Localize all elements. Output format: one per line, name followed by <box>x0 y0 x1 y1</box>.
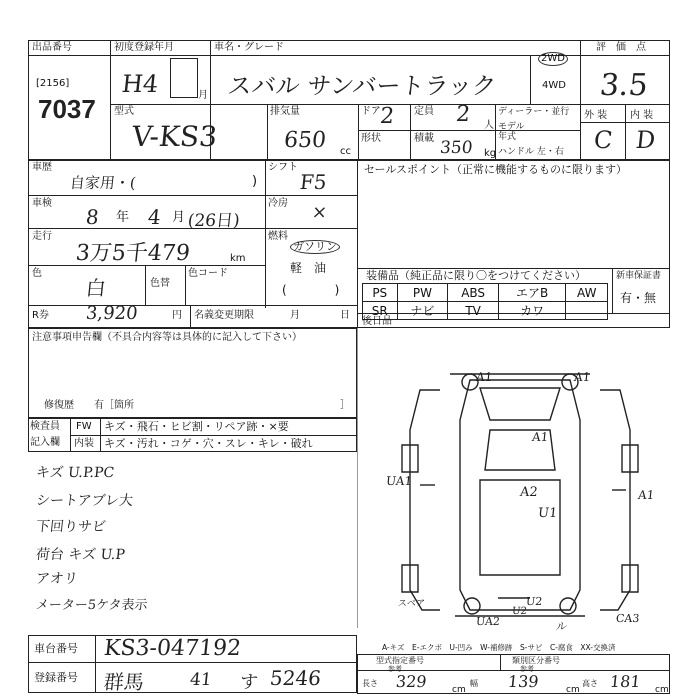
equip-navi: ナビ <box>397 302 448 320</box>
equipment-label: 装備品（純正品に限り〇をつけてください） <box>366 269 586 282</box>
notes-label: 注意事項申告欄（不具合内容等は具体的に記入して下さい） <box>32 332 302 343</box>
category-ref: 参考 <box>520 665 534 673</box>
comment-line: シートアブレ大 <box>35 493 134 509</box>
model-value: スバル サンバートラック <box>226 72 498 100</box>
type-designation-label: 型式指定番号 <box>376 656 424 665</box>
divider <box>265 160 266 308</box>
lot-code: [2156] <box>36 78 70 89</box>
mark-u2-b: U2 <box>511 606 528 617</box>
mark-a1-roof: A1 <box>531 430 550 444</box>
length-value: 329 <box>395 672 428 691</box>
exterior-value: C <box>592 126 614 154</box>
divider <box>580 40 581 160</box>
divider <box>110 40 111 160</box>
displacement-unit: cc <box>340 146 351 157</box>
equip-abs: ABS <box>448 284 499 302</box>
inspection-month: 4 <box>146 205 162 229</box>
doors-value: 2 <box>378 104 396 129</box>
width-value: 139 <box>507 672 540 691</box>
doors-label: ドア <box>361 106 381 117</box>
first-reg-month-unit: 月 <box>198 90 208 101</box>
fuel-paren: ( ) <box>282 283 340 297</box>
chassis-value: KS3-047192 <box>102 636 243 661</box>
width-unit: cm <box>566 685 580 695</box>
deadline-month: 月 <box>290 310 300 321</box>
divider <box>612 268 613 313</box>
inspector-interior-text: キズ・汚れ・コゲ・穴・スレ・キレ・破れ <box>104 437 313 450</box>
height-label: 高さ <box>582 679 598 688</box>
inspection-month-unit: 月 <box>172 210 186 225</box>
divider <box>500 654 501 670</box>
mileage-unit: km <box>230 253 246 264</box>
type-value: V-KS3 <box>130 120 219 153</box>
displacement-label: 排気量 <box>270 106 300 117</box>
divider <box>185 265 186 305</box>
mark-re: ル <box>555 620 568 633</box>
mark-a1-front-left: A1 <box>475 370 494 384</box>
divider <box>28 305 357 306</box>
comment-line: アオリ <box>35 571 79 587</box>
width-label: 幅 <box>470 679 478 688</box>
chassis-label: 車台番号 <box>34 642 78 655</box>
length-unit: cm <box>452 685 466 695</box>
aircon-value: × <box>310 202 329 223</box>
mark-ua1-left: UA1 <box>385 474 413 488</box>
recycle-label: R券 <box>32 310 49 321</box>
equipment-table <box>362 283 608 320</box>
divider <box>410 104 411 160</box>
history-value: 自家用・( <box>69 174 137 192</box>
plate-class: 41 <box>188 670 213 690</box>
deadline-day: 日 <box>340 310 350 321</box>
mark-a1-right: A1 <box>637 488 656 502</box>
divider <box>358 104 359 160</box>
drive-4wd: 4WD <box>542 80 566 91</box>
equip-pw: PW <box>397 284 448 302</box>
new-car-value: 有・無 <box>620 291 657 305</box>
inspector-fw-text: キズ・飛石・ヒビ割・リペア跡・×要 <box>104 420 289 433</box>
equip-airbag: エアB <box>498 284 566 302</box>
first-reg-value: H4 <box>120 70 160 98</box>
divider <box>95 635 96 693</box>
divider <box>28 195 357 196</box>
interior-label: 内 装 <box>630 110 654 121</box>
mark-a1-front-right: A1 <box>573 370 592 384</box>
repair-close: ］ <box>340 400 350 411</box>
mark-u1-center: U1 <box>537 506 559 521</box>
inspector-label-1: 検査員 <box>30 421 60 432</box>
height-value: 181 <box>609 672 642 691</box>
equip-ps: PS <box>363 284 398 302</box>
color-change-label: 色替 <box>150 278 170 289</box>
damage-legend: A-キズ E-エクボ U-凹み W-補修跡 S-サビ C-腐食 XX-交換済 <box>382 643 616 652</box>
plate-area: 群馬 <box>102 670 146 694</box>
divider <box>625 104 626 160</box>
lot-label: 出品番号 <box>32 42 72 53</box>
handle-label: ハンドル 左・右 <box>498 147 564 157</box>
comment-line: 荷台 キズ U.P <box>35 547 126 563</box>
type-label: 型式 <box>114 106 134 117</box>
interior-value: D <box>634 126 657 154</box>
load-label: 積載 <box>414 133 434 144</box>
divider <box>357 328 358 628</box>
recycle-unit: 円 <box>172 310 182 321</box>
load-unit: kg <box>484 148 497 159</box>
comment-line: メーター5ケタ表示 <box>35 598 149 613</box>
grade-value: 3.5 <box>598 68 650 103</box>
divider <box>358 130 580 131</box>
aircon-label: 冷房 <box>268 198 288 209</box>
fuel-diesel: 軽 油 <box>290 261 327 275</box>
rear-date-label: 後日品 <box>362 316 392 327</box>
color-label: 色 <box>32 268 42 279</box>
deadline-label: 名義変更期限 <box>194 310 254 321</box>
comment-line: 下回りサビ <box>35 519 107 535</box>
model-label: 車名・グレード <box>214 42 284 53</box>
color-value: 白 <box>84 276 108 300</box>
history-close: ) <box>252 174 258 189</box>
inspection-label: 車検 <box>32 198 52 209</box>
divider <box>28 662 357 663</box>
mileage-value: 3万5千479 <box>74 241 192 266</box>
inspection-day: (26日) <box>186 211 241 231</box>
capacity-unit: 人 <box>484 120 494 131</box>
divider <box>530 55 531 104</box>
exterior-label: 外 装 <box>584 110 608 121</box>
mileage-label: 走行 <box>32 231 52 242</box>
equip-aw: AW <box>566 284 608 302</box>
mark-u2-bottom: U2 <box>525 595 543 608</box>
equip-empty <box>566 302 608 320</box>
comment-line: キズ U.P.PC <box>35 465 116 481</box>
history-label: 車歴 <box>32 162 52 173</box>
shift-label: シフト <box>268 162 298 173</box>
new-car-label: 新車保証書 <box>616 271 662 281</box>
sales-point-label: セールスポイント（正常に機能するものに限ります） <box>364 163 628 176</box>
divider <box>28 55 670 56</box>
divider <box>70 435 357 436</box>
length-label: 長さ <box>362 679 378 688</box>
load-value: 350 <box>438 138 474 158</box>
model-year-label: モデル年式 <box>498 122 525 142</box>
plate-kana: す <box>238 672 259 693</box>
grade-label: 評 価 点 <box>596 42 646 53</box>
drive-2wd: 2WD <box>538 52 568 66</box>
inspector-label-2: 記入欄 <box>30 437 60 448</box>
mark-a2-center: A2 <box>519 485 539 500</box>
mark-ca3: CA3 <box>615 612 641 625</box>
divider <box>357 160 358 328</box>
dealer-label: ディーラー・並行 <box>498 107 570 117</box>
height-unit: cm <box>655 685 669 695</box>
mark-ua2: UA2 <box>475 615 501 628</box>
category-label: 類別区分番号 <box>512 656 560 665</box>
divider <box>267 104 268 160</box>
shape-label: 形状 <box>361 133 381 144</box>
lot-number: 7037 <box>38 94 96 124</box>
inspector-fw: FW <box>76 421 92 432</box>
plate-label: 登録番号 <box>34 671 78 684</box>
fuel-label: 燃料 <box>268 231 288 242</box>
divider <box>190 305 191 328</box>
displacement-value: 650 <box>282 128 328 153</box>
inspection-year-unit: 年 <box>116 210 130 225</box>
equip-leather: カワ <box>498 302 566 320</box>
inspection-year: 8 <box>84 205 100 229</box>
recycle-value: 3,920 <box>84 303 139 324</box>
first-reg-month-box <box>170 58 198 98</box>
shift-value: F5 <box>298 170 328 194</box>
divider <box>145 265 146 305</box>
color-code-label: 色コード <box>188 268 228 279</box>
repair-label: 修復歴 有［箇所 <box>44 400 134 411</box>
equip-tv: TV <box>448 302 499 320</box>
inspector-interior: 内装 <box>74 438 94 449</box>
fuel-gasoline: ガソリン <box>290 240 340 254</box>
divider <box>357 670 670 671</box>
capacity-label: 定員 <box>414 106 434 117</box>
type-designation-ref: 参考 <box>388 665 402 673</box>
capacity-value: 2 <box>454 102 472 127</box>
mark-spare: スペア <box>397 599 426 609</box>
plate-number: 5246 <box>268 666 323 690</box>
first-reg-label: 初度登録年月 <box>114 42 174 53</box>
equip-sr: SR <box>363 302 398 320</box>
